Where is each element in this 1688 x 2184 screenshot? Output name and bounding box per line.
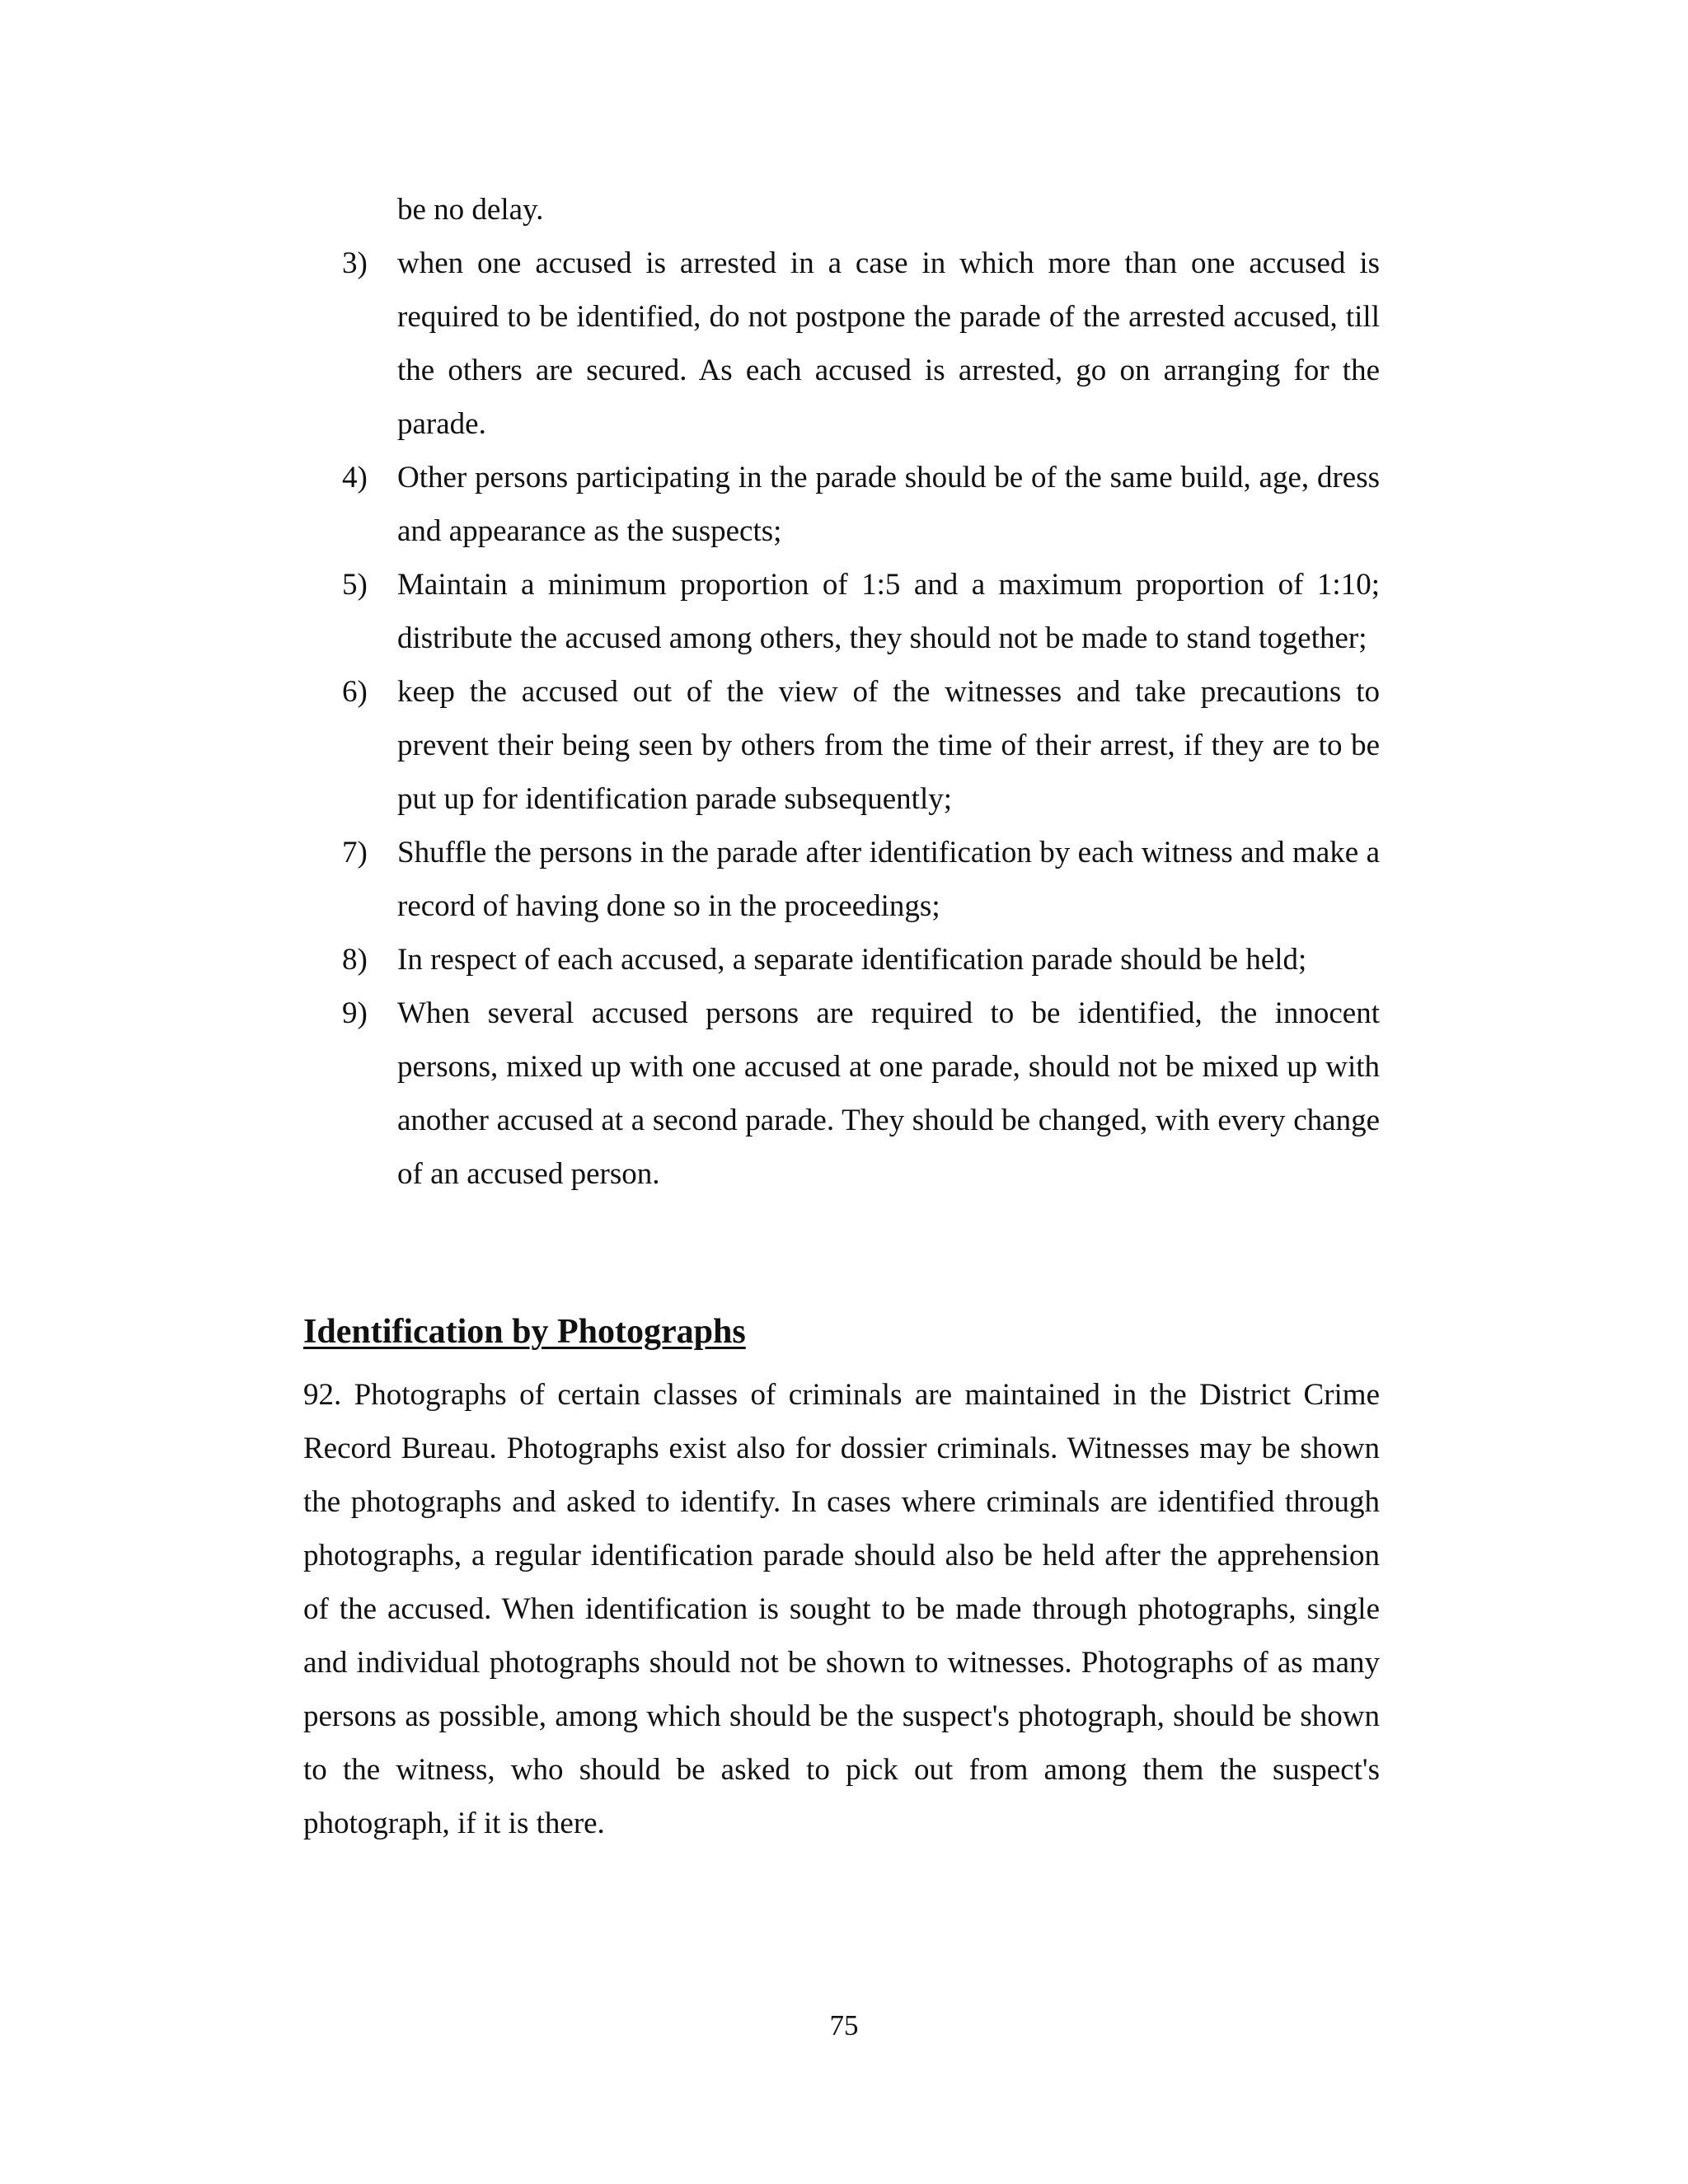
list-item-text: Other persons participating in the parade should be of the same build, age, dress and appearance as the suspects; <box>397 461 1380 548</box>
list-item-number: 9) <box>342 996 368 1030</box>
list-item-number: 8) <box>342 943 368 977</box>
list-item-number: 7) <box>342 836 368 869</box>
list-item <box>342 826 1380 933</box>
list-item-number: 6) <box>342 675 368 709</box>
list-item-text: In respect of each accused, a separate identification parade should be held; <box>397 943 1307 977</box>
list-item <box>342 237 1380 451</box>
list-item <box>342 558 1380 665</box>
list-item-number: 3) <box>342 246 368 280</box>
list-item-number: 5) <box>342 568 368 602</box>
list-item-text: when one accused is arrested in a case in which more than one accused is required to be identified, do not postpone the parade of the arrested accused, till the others are secured. As each accused is arrested, go on arranging for the parade. <box>397 246 1380 441</box>
section-heading: Identification by Photographs <box>303 1313 746 1351</box>
list-item-text: keep the accused out of the view of the witnesses and take precautions to prevent their being seen by others from the time of their arrest, if they are to be put up for identification parade subsequently; <box>397 675 1380 816</box>
identification-parade-rules-list <box>342 237 1380 1201</box>
list-item <box>342 451 1380 558</box>
list-item-text: When several accused persons are required to be identified, the innocent persons, mixed up with one accused at one parade, should not be mixed up with another accused at a second parade. They should be changed, with every change of an accused person. <box>397 996 1380 1191</box>
section-paragraph: 92. Photographs of certain classes of criminals are maintained in the District Crime Record Bureau. Photographs exist also for dossier criminals. Witnesses may be shown the photographs and asked to identify. In cases where criminals are identified through photographs, a regular identification parade should also be held after the apprehension of the accused. When identification is sought to be made through photographs, single and individual photographs should not be shown to witnesses. Photographs of as many persons as possible, among which should be the suspect's photograph, should be shown to the witness, who should be asked to pick out from among them the suspect's photograph, if it is there. <box>303 1378 1380 1840</box>
list-item-text: Maintain a minimum proportion of 1:5 and a maximum proportion of 1:10; distribute the accused among others, they should not be made to stand together; <box>397 568 1380 655</box>
list-item <box>342 933 1380 987</box>
list-item <box>342 665 1380 826</box>
list-item-text: Shuffle the persons in the parade after identification by each witness and make a record of having done so in the proceedings; <box>397 836 1380 923</box>
continued-text: be no delay. <box>397 193 544 227</box>
list-item-number: 4) <box>342 461 368 494</box>
list-item <box>342 987 1380 1201</box>
page-number: 75 <box>829 2009 859 2041</box>
